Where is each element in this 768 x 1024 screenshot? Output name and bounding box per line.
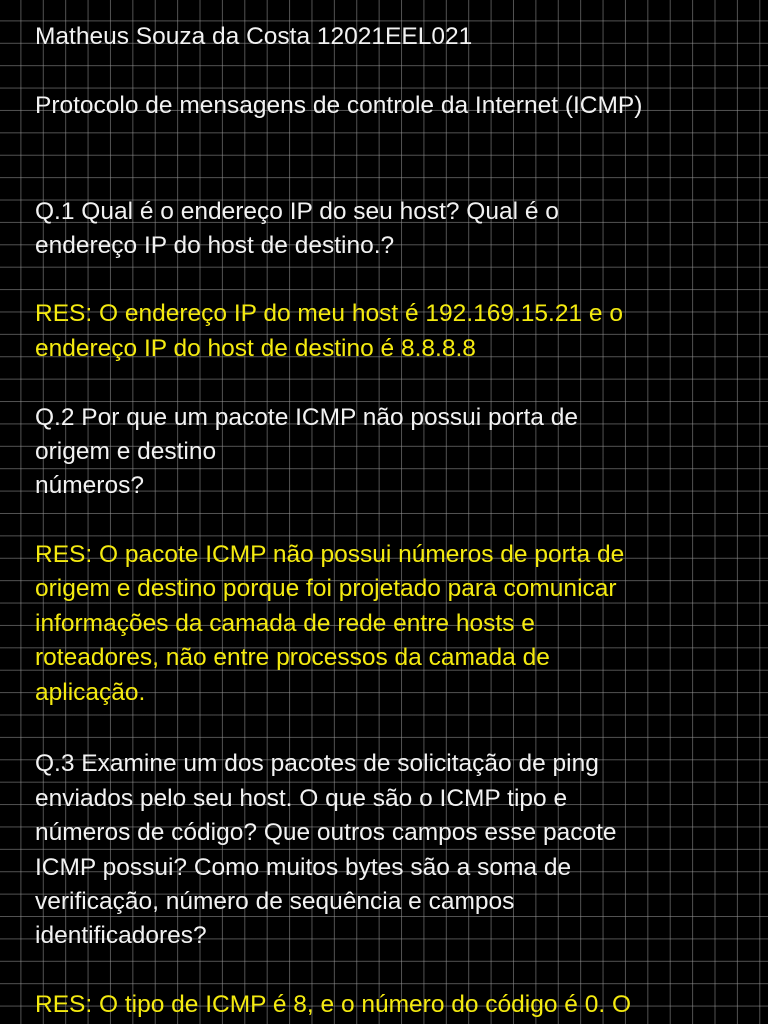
answer-line: RES: O tipo de ICMP é 8, e o número do código é 0. O (35, 991, 632, 1018)
question-line: números? (35, 472, 144, 499)
question-line: Q.3 Examine um dos pacotes de solicitação de ping (35, 750, 599, 777)
question-line: ICMP possui? Como muitos bytes são a soma de (35, 854, 572, 881)
question-line: Q.2 Por que um pacote ICMP não possui porta de (35, 404, 578, 431)
document-title: Protocolo de mensagens de controle da Internet (ICMP) (35, 92, 643, 119)
question-line: origem e destino (35, 438, 217, 465)
question-line: Q.1 Qual é o endereço IP do seu host? Qual é o (35, 198, 559, 225)
question-line: enviados pelo seu host. O que são o ICMP tipo e (35, 785, 568, 812)
question-line: números de código? Que outros campos esse pacote (35, 819, 617, 846)
question-line: verificação, número de sequência e campos (35, 888, 515, 915)
answer-line: informações da camada de rede entre hosts e (35, 610, 535, 637)
answer-line: origem e destino porque foi projetado para comunicar (35, 575, 617, 602)
answer-line: endereço IP do host de destino é 8.8.8.8 (35, 335, 476, 362)
answer-line: RES: O pacote ICMP não possui números de porta de (35, 541, 625, 568)
question-line: identificadores? (35, 922, 207, 949)
answer-line: RES: O endereço IP do meu host é 192.169.15.21 e o (35, 300, 623, 327)
answer-line: aplicação. (35, 679, 146, 706)
author-line: Matheus Souza da Costa 12021EEL021 (35, 23, 473, 50)
answer-line: roteadores, não entre processos da camada de (35, 644, 550, 671)
question-line: endereço IP do host de destino.? (35, 232, 395, 259)
